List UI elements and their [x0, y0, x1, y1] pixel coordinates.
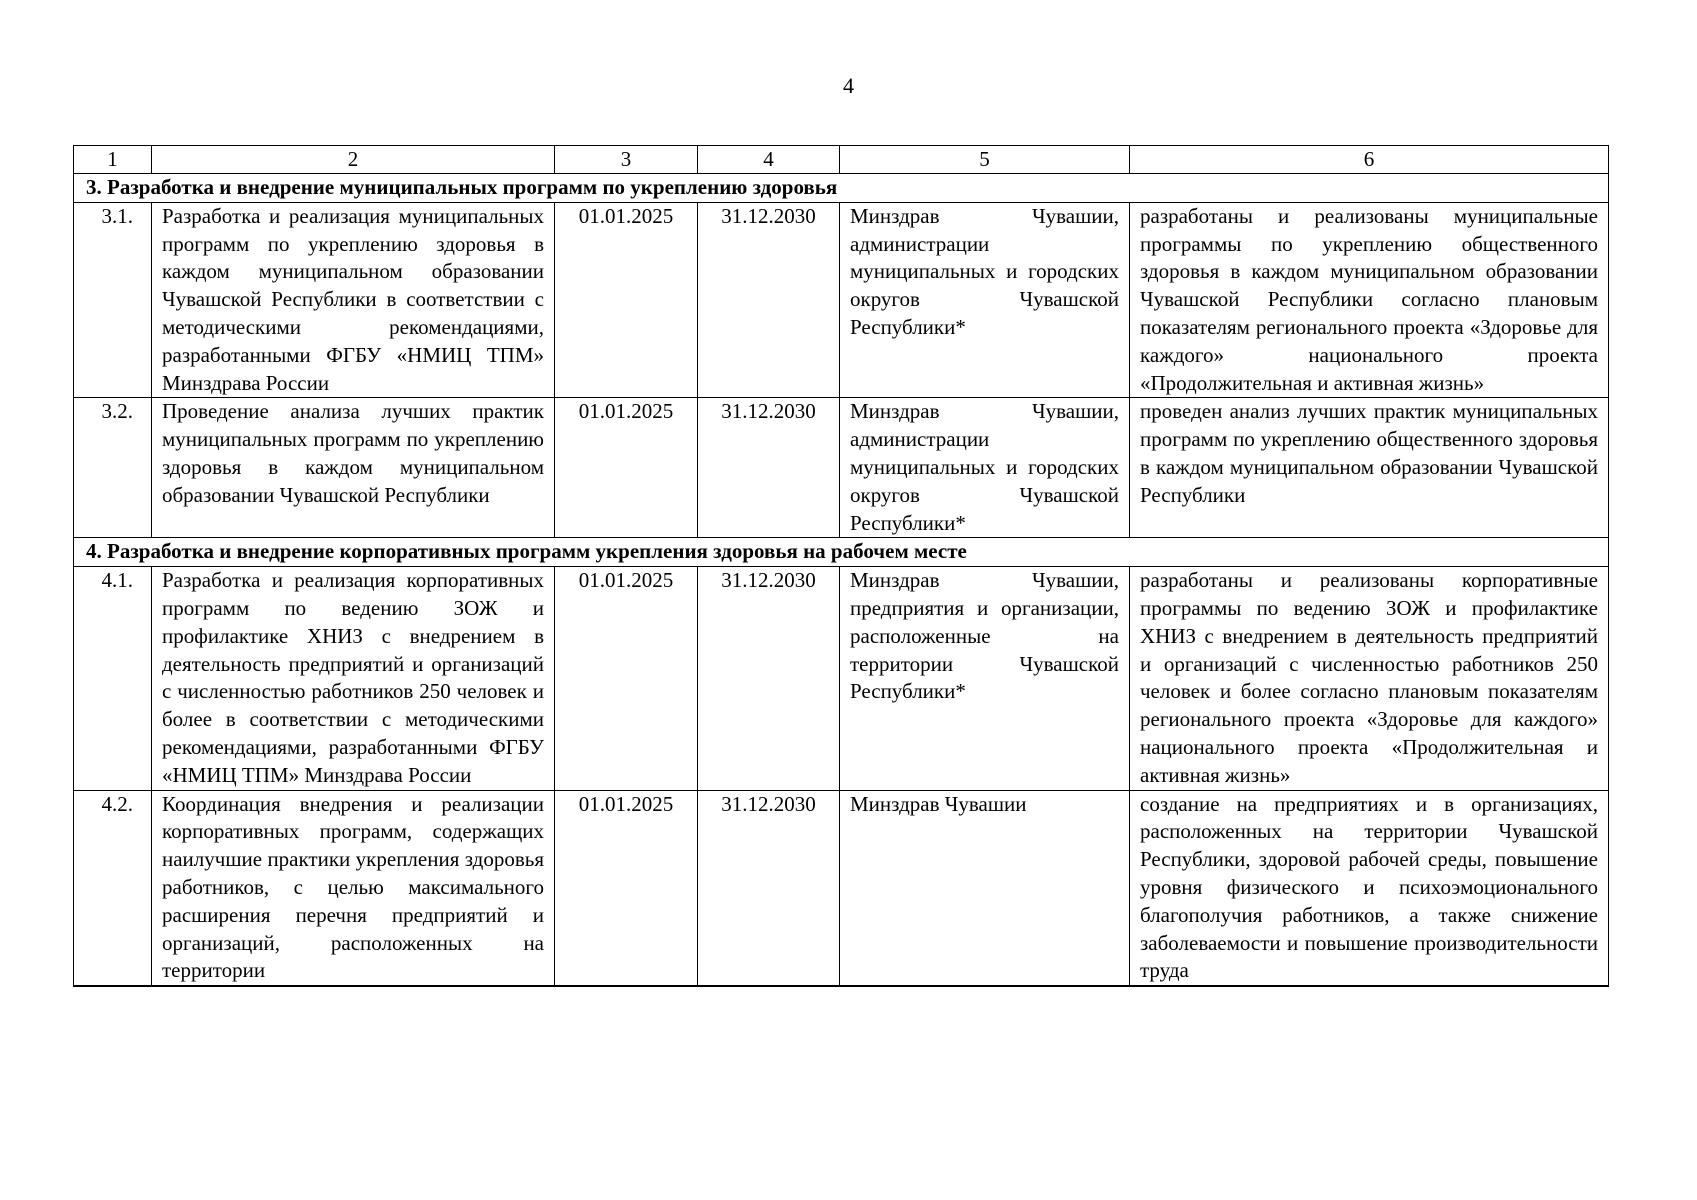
item-end-date: 31.12.2030: [698, 398, 840, 538]
column-number-header-row: [74, 146, 1609, 174]
item-executor: Минздрав Чувашии, администрации муниципальных и городских округов Чувашской Республики*: [840, 202, 1130, 398]
table-row: [74, 398, 1609, 538]
item-result: создание на предприятиях и в организациях, расположенных на территории Чувашской Республики, здоровой рабочей среды, повышение уровня физического и психоэмоционального благополучия работников, а также снижение заболеваемости и повышение производительности труда: [1130, 790, 1609, 986]
section-heading-row: [74, 538, 1609, 567]
page-number: 4: [843, 73, 854, 98]
item-end-date: 31.12.2030: [698, 202, 840, 398]
section-title: 4. Разработка и внедрение корпоративных программ укрепления здоровья на рабочем месте: [74, 538, 1609, 567]
action-plan-table: [73, 145, 1609, 987]
table-row: [74, 567, 1609, 790]
item-result: проведен анализ лучших практик муниципальных программ по укреплению общественного здоровья в каждом муниципальном образовании Чувашской Республики: [1130, 398, 1609, 538]
item-measure: Проведение анализа лучших практик муниципальных программ по укреплению здоровья в каждом муниципальном образовании Чувашской Республики: [152, 398, 555, 538]
column-number: 5: [840, 146, 1130, 174]
item-end-date: 31.12.2030: [698, 567, 840, 790]
item-start-date: 01.01.2025: [555, 398, 698, 538]
item-result: разработаны и реализованы корпоративные программы по ведению ЗОЖ и профилактике ХНИЗ с внедрением в деятельность предприятий и организаций с численностью работников 250 человек и более согласно плановым показателям регионального проекта «Здоровье для каждого» национального проекта «Продолжительная и активная жизнь»: [1130, 567, 1609, 790]
item-number: 4.1.: [74, 567, 152, 790]
item-number: 3.1.: [74, 202, 152, 398]
column-number: 2: [152, 146, 555, 174]
item-start-date: 01.01.2025: [555, 202, 698, 398]
column-number: 6: [1130, 146, 1609, 174]
item-result: разработаны и реализованы муниципальные программы по укреплению общественного здоровья в каждом муниципальном образовании Чувашской Республики согласно плановым показателям регионального проекта «Здоровье для каждого» национального проекта «Продолжительная и активная жизнь»: [1130, 202, 1609, 398]
item-executor: Минздрав Чувашии, предприятия и организации, расположенные на территории Чувашской Республики*: [840, 567, 1130, 790]
table-row: [74, 790, 1609, 986]
section-title: 3. Разработка и внедрение муниципальных программ по укреплению здоровья: [74, 174, 1609, 203]
table-row: [74, 202, 1609, 398]
item-measure: Координация внедрения и реализации корпоративных программ, содержащих наилучшие практики укрепления здоровья работников, с целью максимального расширения перечня предприятий и организаций, расположенных на территории: [152, 790, 555, 986]
column-number: 3: [555, 146, 698, 174]
item-executor: Минздрав Чувашии, администрации муниципальных и городских округов Чувашской Республики*: [840, 398, 1130, 538]
item-measure: Разработка и реализация муниципальных программ по укреплению здоровья в каждом муниципальном образовании Чувашской Республики в соответствии с методическими рекомендациями, разработанными ФГБУ «НМИЦ ТПМ» Минздрава России: [152, 202, 555, 398]
item-number: 3.2.: [74, 398, 152, 538]
section-heading-row: [74, 174, 1609, 203]
column-number: 4: [698, 146, 840, 174]
item-end-date: 31.12.2030: [698, 790, 840, 986]
column-number: 1: [74, 146, 152, 174]
item-start-date: 01.01.2025: [555, 567, 698, 790]
item-measure: Разработка и реализация корпоративных программ по ведению ЗОЖ и профилактике ХНИЗ с внедрением в деятельность предприятий и организаций с численностью работников 250 человек и более в соответствии с методическими рекомендациями, разработанными ФГБУ «НМИЦ ТПМ» Минздрава России: [152, 567, 555, 790]
item-number: 4.2.: [74, 790, 152, 986]
item-executor: Минздрав Чувашии: [840, 790, 1130, 986]
item-start-date: 01.01.2025: [555, 790, 698, 986]
